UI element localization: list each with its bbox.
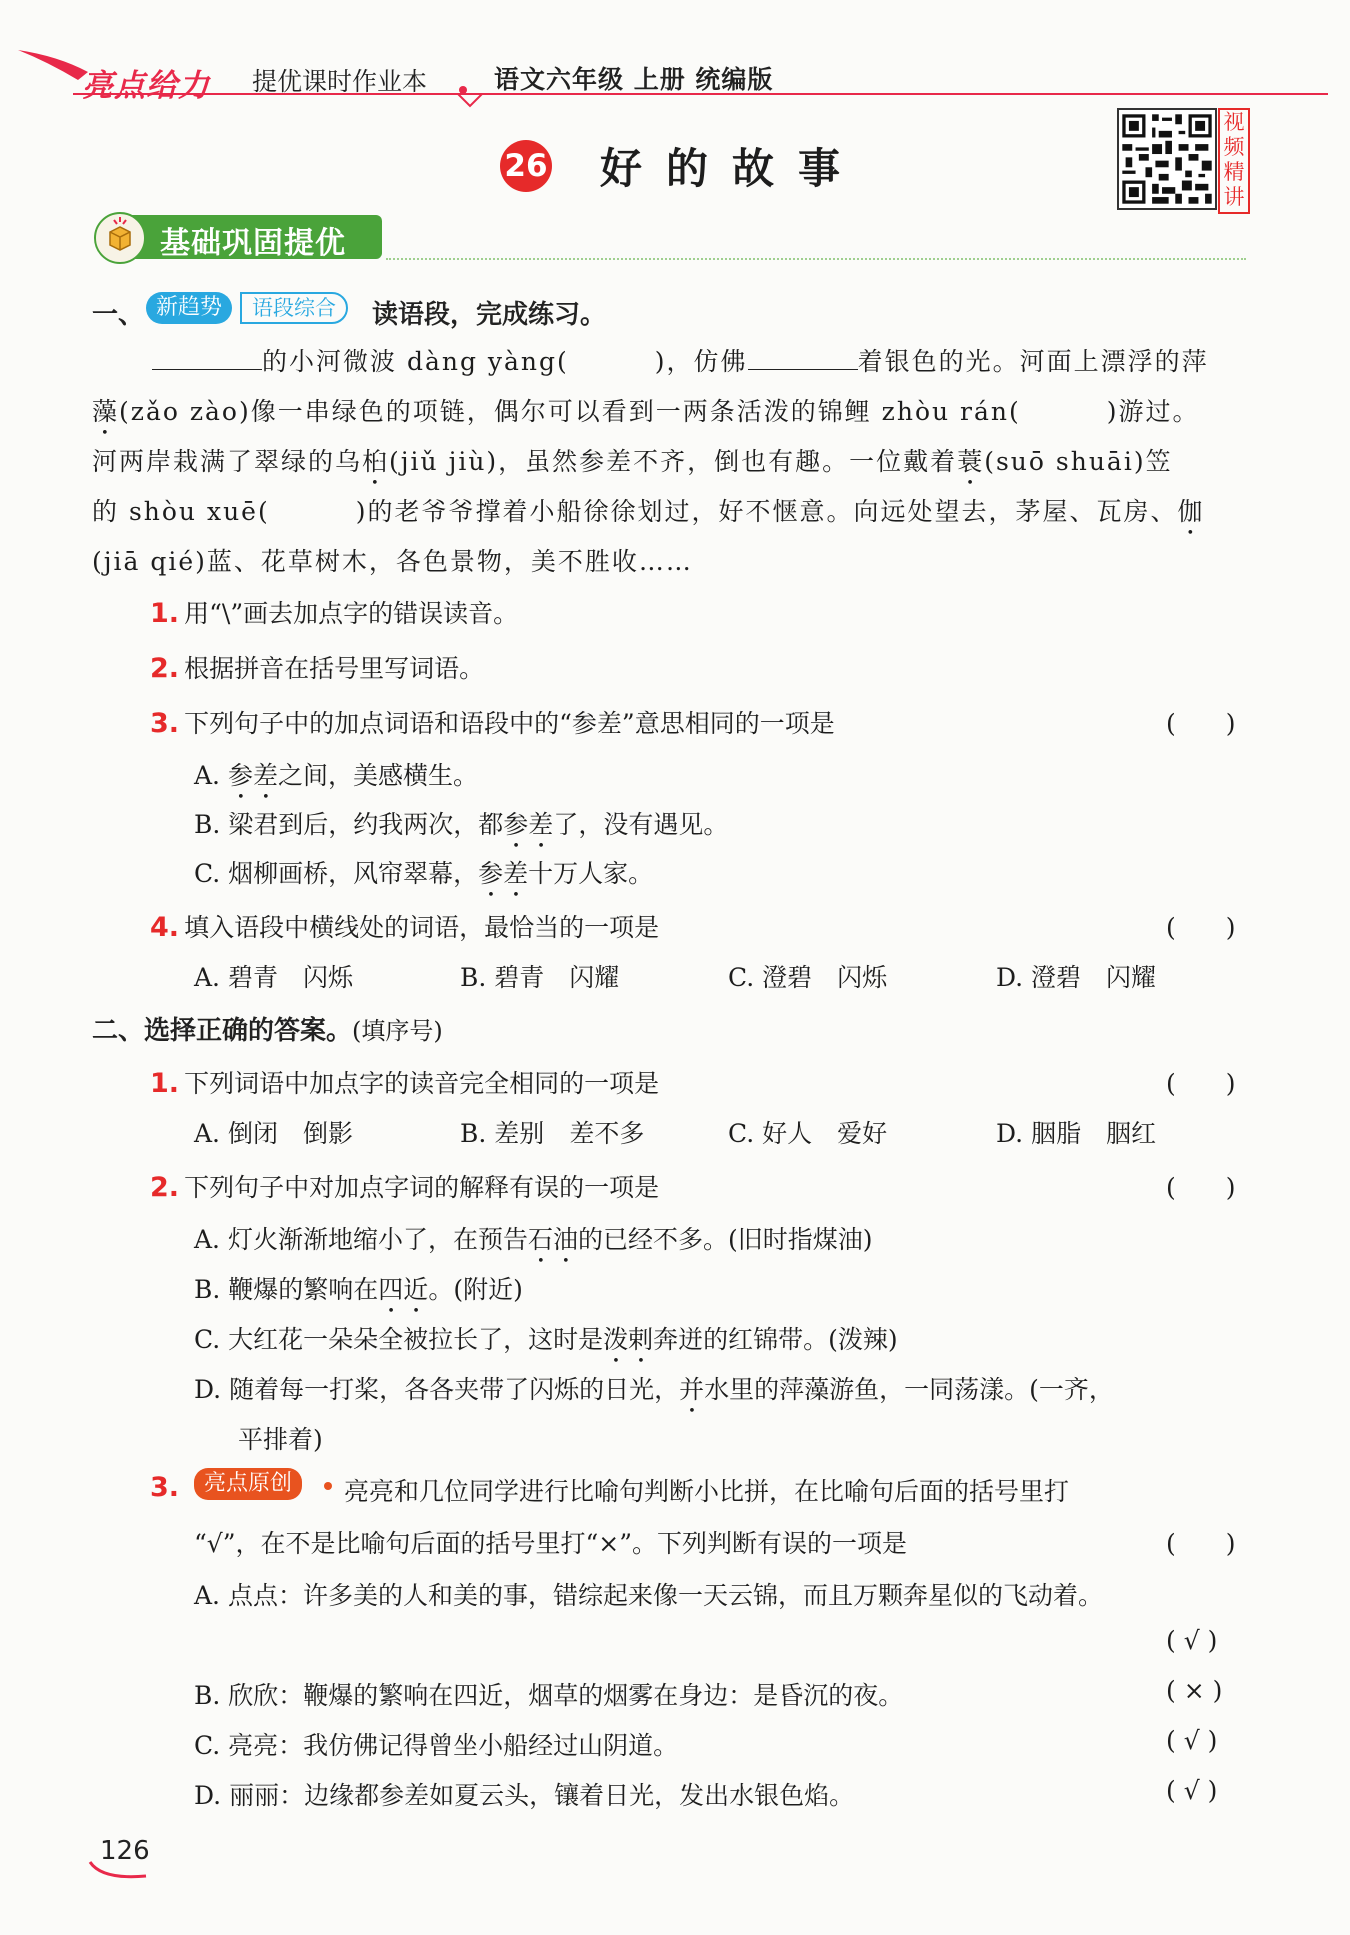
p1-q4	[150, 908, 659, 944]
option-text: 的已经不多。(旧时指煤油)	[578, 1225, 873, 1254]
question-text: 用“\”画去加点字的错误读音。	[184, 599, 519, 628]
p1-q4-option-c[interactable]: C. 澄碧 闪烁	[728, 963, 888, 992]
passage-text: (jiǔ jiù)，虽然参差不齐，倒也有趣。一位戴着	[389, 447, 958, 476]
p2-q3-number	[150, 1472, 179, 1503]
video-explain-tag[interactable]: 视频精讲	[1218, 108, 1250, 214]
question-number: 4.	[150, 912, 180, 943]
option-word: 胭红	[1106, 1119, 1157, 1148]
p1-q3-option-a[interactable]	[194, 756, 478, 805]
section-divider	[386, 258, 1246, 260]
question-text: 亮亮和几位同学进行比喻句判断小比拼，在比喻句后面的括号里打	[344, 1477, 1070, 1506]
p2-q2-option-d[interactable]	[194, 1370, 1254, 1419]
p2-q3-option-d[interactable]	[194, 1776, 854, 1812]
p2-q3-option-c[interactable]	[194, 1726, 678, 1762]
part2-heading: 二、选择正确的答案。	[92, 1016, 353, 1046]
option-text: 奔迸的红锦带。(泼辣)	[653, 1325, 898, 1354]
p1-q3-option-b[interactable]	[194, 805, 728, 854]
header-dot	[459, 86, 467, 94]
question-text: 根据拼音在括号里写词语。	[184, 654, 485, 683]
p2-q2-option-a[interactable]	[194, 1220, 873, 1269]
p1-q3	[150, 704, 835, 740]
option-text: 亮亮：我仿佛记得曾坐小船经过山阴道。	[228, 1731, 679, 1760]
lesson-title: 好的故事	[600, 144, 865, 193]
option-label: B.	[194, 1275, 221, 1304]
passage-text: )游过。	[1106, 397, 1200, 426]
option-text: 烟柳画桥，风帘翠幕，	[228, 859, 479, 888]
passage-text: (zǎo zào)像一串绿色的项链，偶尔可以看到一两条活泼的锦鲤 zhòu rán(	[119, 397, 1021, 426]
option-label: C.	[728, 1119, 755, 1148]
question-text: 下列句子中对加点字词的解释有误的一项是	[184, 1173, 660, 1202]
p2-q2-option-b[interactable]	[194, 1270, 523, 1319]
option-label: C.	[194, 1325, 221, 1354]
option-text: 点点：许多美的人和美的事，错综起来像一天云锦，而且万颗奔星似的飞动着。	[227, 1581, 1103, 1610]
cube-icon	[94, 212, 146, 264]
dotted-char: 蓑	[957, 447, 985, 476]
p2-q1-option-b[interactable]	[460, 1114, 644, 1150]
part2-note: (填序号)	[352, 1017, 443, 1045]
p1-q2	[150, 649, 484, 685]
option-text: 之间，美感横生。	[277, 761, 478, 790]
option-text: 了，没有遇见。	[553, 810, 729, 839]
option-label: A.	[194, 1581, 221, 1610]
judgement-mark[interactable]: ( × )	[1166, 1676, 1223, 1705]
option-word: 差不多	[569, 1119, 645, 1148]
dotted-word: 石油	[527, 1225, 578, 1254]
p2-q3-option-b[interactable]	[194, 1676, 903, 1712]
passage-text: 河两岸栽满了翠绿的乌	[92, 447, 363, 476]
answer-paren[interactable]: ( )	[1166, 1069, 1236, 1098]
option-label: B.	[460, 1119, 487, 1148]
p1-q1	[150, 594, 518, 630]
option-word: 倒影	[303, 1119, 354, 1148]
question-text: “√”，在不是比喻句后面的括号里打“×”。下列判断有误的一项是	[194, 1529, 908, 1558]
p1-q3-option-c[interactable]	[194, 854, 653, 903]
question-number: 2.	[150, 1172, 180, 1203]
subject-info: 语文六年级 上册 统编版	[494, 65, 774, 94]
option-text: 十万人家。	[528, 859, 654, 888]
badge-dot	[324, 1482, 332, 1490]
brand-logo: 亮点给力	[82, 68, 210, 104]
page-swoosh	[88, 1858, 148, 1882]
judgement-mark[interactable]: ( √ )	[1166, 1776, 1218, 1805]
dotted-word: 并	[679, 1375, 705, 1404]
p1-q4-option-b[interactable]: B. 碧青 闪耀	[460, 963, 620, 992]
option-text: 。(附近)	[428, 1275, 523, 1304]
dotted-word: 泼剌	[603, 1325, 654, 1354]
option-text: 大红花一朵朵全被拉长了，这时是	[228, 1325, 604, 1354]
passage-line-2	[92, 392, 1254, 441]
p2-q1-option-c[interactable]	[728, 1114, 887, 1150]
option-text: 梁君到后，约我两次，都	[228, 810, 504, 839]
dotted-word: 参差	[227, 761, 278, 790]
option-label: A.	[194, 1225, 221, 1254]
option-label: D.	[194, 1781, 222, 1810]
option-label: C.	[194, 1731, 221, 1760]
blank-1[interactable]	[152, 347, 262, 370]
p2-q1-option-d[interactable]	[996, 1114, 1156, 1150]
passage-text: )的老爷爷撑着小船徐徐划过，好不惬意。向远处望去，茅屋、瓦房、	[355, 497, 1178, 526]
page-number: 126	[100, 1836, 150, 1866]
passage-line-3	[92, 442, 1254, 491]
dotted-char: 藻	[92, 397, 120, 426]
part1-heading: 读语段，完成练习。	[372, 300, 607, 330]
answer-paren[interactable]: ( )	[1166, 709, 1236, 738]
dotted-word: 参差	[478, 859, 529, 888]
question-number: 1.	[150, 1068, 180, 1099]
answer-paren[interactable]: ( )	[1166, 1529, 1236, 1558]
judgement-mark[interactable]: ( √ )	[1166, 1626, 1218, 1655]
option-word: 爱好	[837, 1119, 888, 1148]
brand-subtitle: 提优课时作业本	[252, 67, 428, 96]
question-number: 3.	[150, 708, 180, 739]
question-number: 2.	[150, 653, 180, 684]
option-label: C.	[194, 859, 221, 888]
judgement-mark[interactable]: ( √ )	[1166, 1726, 1218, 1755]
option-text: 灯火渐渐地缩小了，在预告	[227, 1225, 528, 1254]
passage-text: 着银色的光。河面上漂浮的萍	[857, 347, 1209, 376]
passage-text: (suō shuāi)笠	[984, 447, 1173, 476]
qr-code-icon[interactable]	[1117, 108, 1217, 210]
option-word: 倒闭	[227, 1119, 278, 1148]
answer-paren[interactable]: ( )	[1166, 913, 1236, 942]
passage-text: )，仿佛	[654, 347, 748, 376]
option-label: D.	[194, 1375, 222, 1404]
new-trend-tag: 新趋势	[146, 292, 232, 324]
option-word: 胭脂	[1031, 1119, 1082, 1148]
blank-2[interactable]	[748, 347, 858, 370]
option-word: 好人	[762, 1119, 813, 1148]
option-label: B.	[194, 810, 221, 839]
option-text: 水里的萍藻游鱼，一同荡漾。(一齐，	[704, 1375, 1114, 1404]
option-label: D.	[996, 1119, 1024, 1148]
question-text: 下列句子中的加点词语和语段中的“参差”意思相同的一项是	[184, 709, 835, 738]
lesson-number: 26	[500, 140, 552, 192]
p2-q2	[150, 1168, 659, 1204]
original-badge: 亮点原创	[194, 1468, 302, 1500]
question-text: 填入语段中横线处的词语，最恰当的一项是	[184, 913, 660, 942]
dotted-word: 参差	[503, 810, 554, 839]
option-word: 差别	[494, 1119, 545, 1148]
option-text: 丽丽：边缘都参差如夏云头，镶着日光，发出水银色焰。	[229, 1781, 855, 1810]
option-label: A.	[194, 761, 221, 790]
answer-paren[interactable]: ( )	[1166, 1173, 1236, 1202]
passage-text: 的小河微波 dàng yàng(	[262, 347, 569, 376]
p1-q4-option-d[interactable]: D. 澄碧 闪耀	[996, 963, 1157, 992]
p2-q2-option-c[interactable]	[194, 1320, 898, 1369]
p1-q4-option-a[interactable]: A. 碧青 闪烁	[194, 963, 353, 992]
p2-q1	[150, 1064, 659, 1100]
passage-line-1	[92, 342, 1254, 378]
passage-tag: 语段综合	[240, 292, 348, 324]
passage-line-4	[92, 492, 1254, 541]
p2-q3-option-a[interactable]	[194, 1576, 1103, 1612]
passage-line-5: (jiā qié)蓝、花草树木，各色景物，美不胜收……	[92, 547, 693, 576]
option-text: 欣欣：鞭爆的繁响在四近，烟草的烟雾在身边：是昏沉的夜。	[228, 1681, 904, 1710]
question-text: 下列词语中加点字的读音完全相同的一项是	[184, 1069, 660, 1098]
section-title: 基础巩固提优	[160, 226, 346, 261]
part1-prefix: 一、	[92, 300, 145, 330]
option-text: 鞭爆的繁响在	[228, 1275, 379, 1304]
p2-q2-option-d-cont: 平排着)	[238, 1425, 323, 1454]
p2-q1-option-a[interactable]	[194, 1114, 353, 1150]
question-number: 3.	[150, 1472, 180, 1503]
part2-heading-row	[92, 1010, 443, 1047]
dotted-word: 四近	[378, 1275, 429, 1304]
option-label: B.	[194, 1681, 221, 1710]
passage-text: 的 shòu xuē(	[92, 497, 270, 526]
dotted-char: 桕	[362, 447, 390, 476]
option-label: A.	[194, 1119, 221, 1148]
question-number: 1.	[150, 598, 180, 629]
dotted-char: 伽	[1177, 497, 1205, 526]
option-text: 随着每一打桨，各各夹带了闪烁的日光，	[229, 1375, 680, 1404]
